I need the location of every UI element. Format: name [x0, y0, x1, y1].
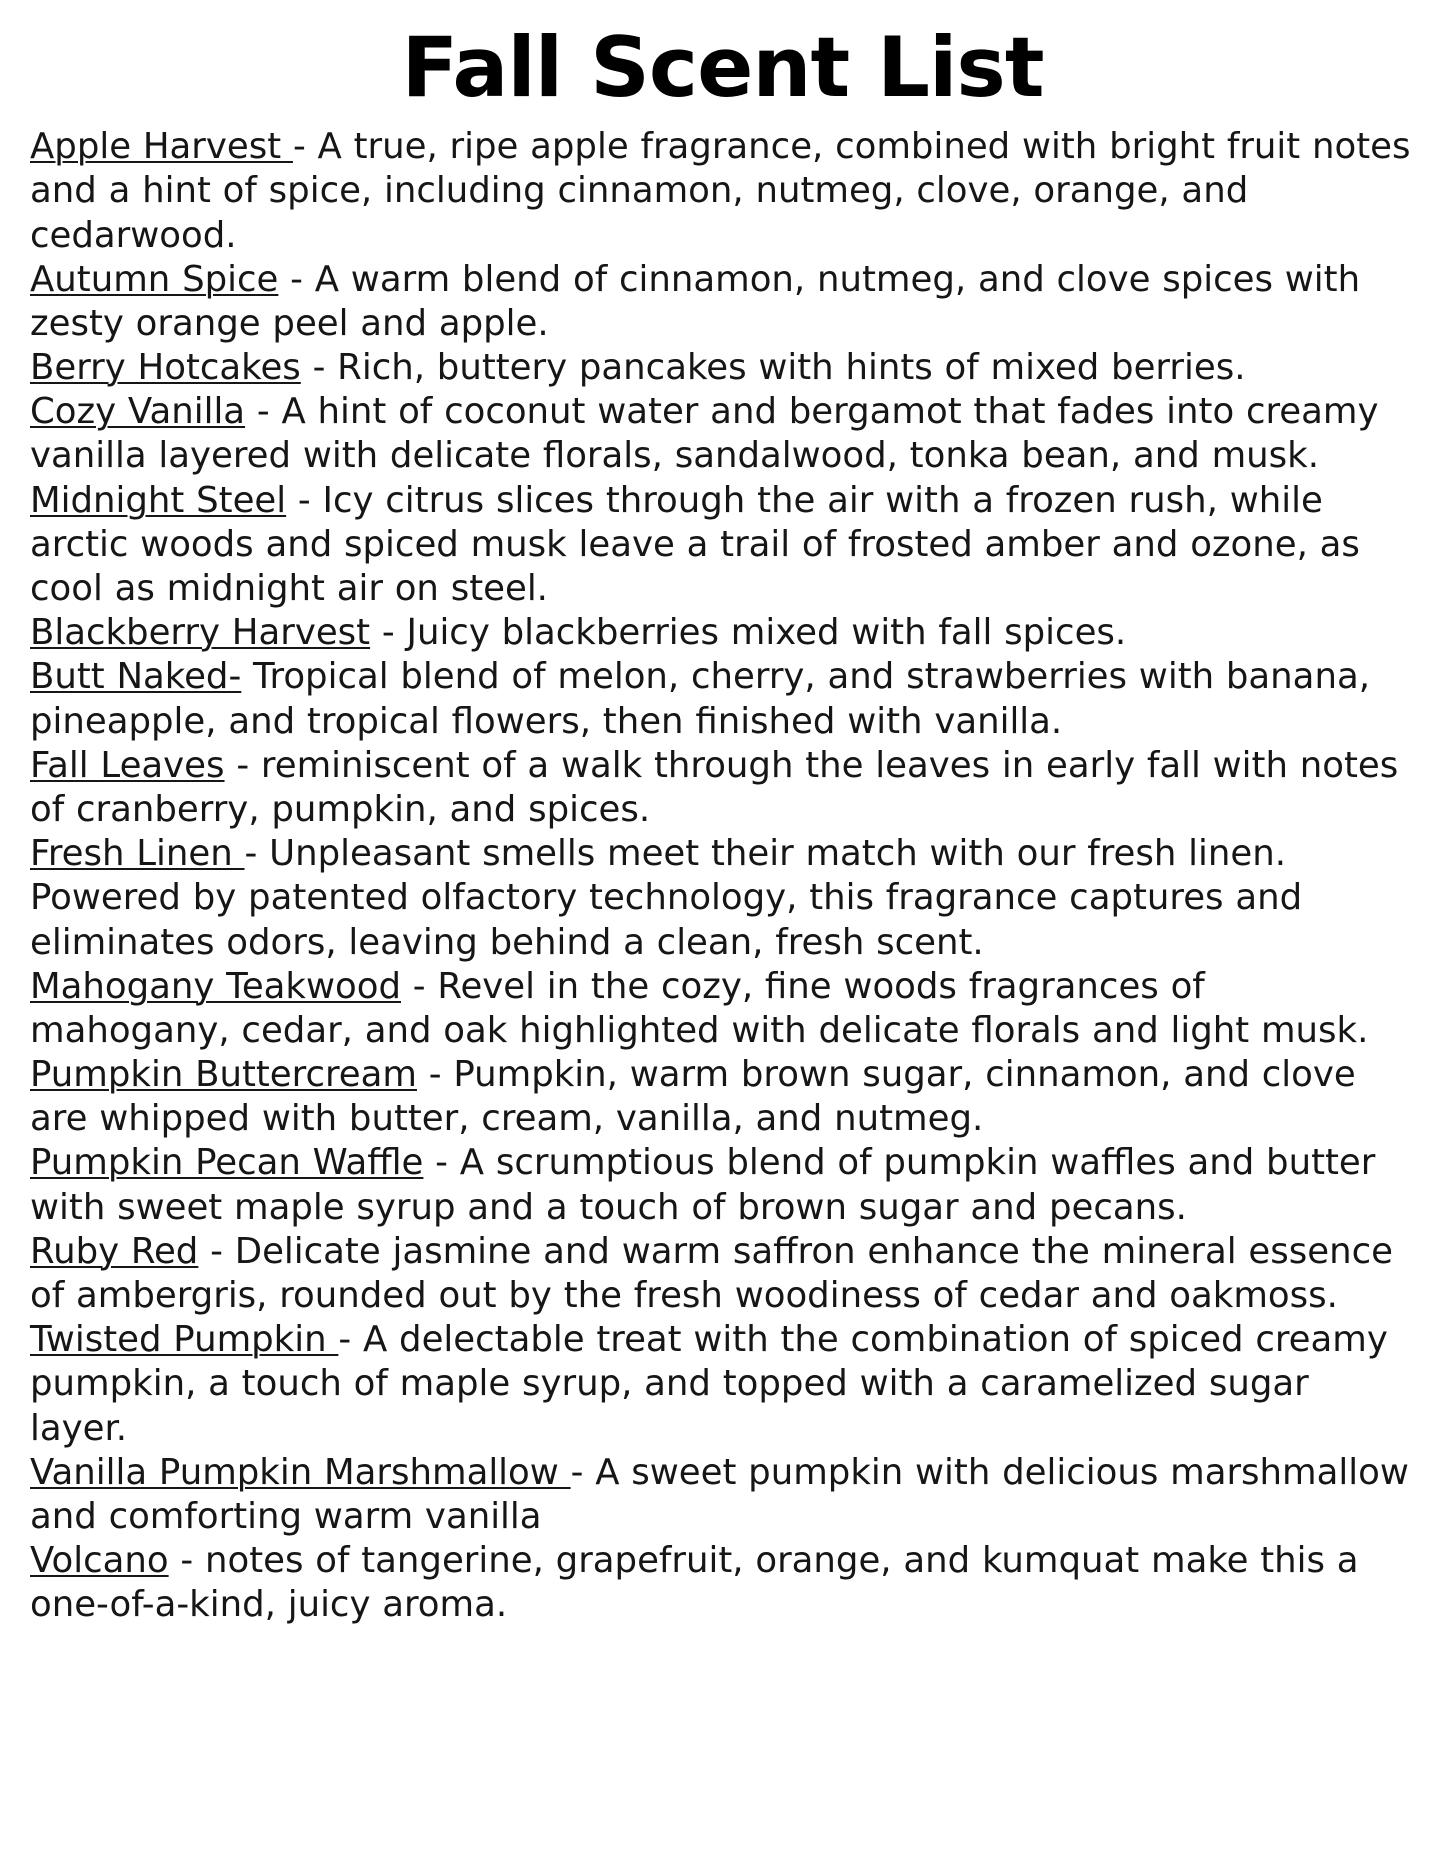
scent-description: - Rich, buttery pancakes with hints of mixed berries. — [300, 347, 1246, 389]
scent-description: - reminiscent of a walk through the leaves in early fall with notes of cranberry, pumpkin, and spices. — [30, 744, 1399, 830]
scent-name: Fall Leaves — [30, 744, 225, 786]
scent-name: Blackberry Harvest — [30, 612, 371, 654]
scent-list — [30, 125, 1415, 1627]
scent-name: Volcano — [30, 1540, 169, 1582]
list-item — [30, 611, 1415, 655]
scent-name: Pumpkin Buttercream — [30, 1054, 417, 1096]
list-item — [30, 832, 1415, 965]
list-item — [30, 1230, 1415, 1318]
scent-name: Apple Harvest — [30, 126, 293, 168]
list-item — [30, 479, 1415, 612]
scent-description: - A delectable treat with the combination of spiced creamy pumpkin, a touch of maple syrup, and topped with a caramelized sugar layer. — [30, 1319, 1388, 1449]
scent-name: Vanilla Pumpkin Marshmallow — [30, 1451, 571, 1493]
page-title: Fall Scent List — [401, 19, 1044, 116]
scent-name: Autumn Spice — [30, 258, 279, 300]
scent-description: - Icy citrus slices through the air with a frozen rush, while arctic woods and spiced musk leave a trail of frosted amber and ozone, as cool as midnight air on steel. — [30, 479, 1360, 610]
list-item — [30, 1451, 1415, 1539]
scent-name: Mahogany Teakwood — [30, 965, 401, 1007]
list-item — [30, 346, 1415, 390]
list-item — [30, 390, 1415, 478]
scent-name: Cozy Vanilla — [30, 391, 246, 433]
scent-name: Ruby Red — [30, 1230, 199, 1272]
scent-description: - A true, ripe apple fragrance, combined with bright fruit notes and a hint of spice, including cinnamon, nutmeg, clove, orange, and cedarwood. — [30, 126, 1411, 256]
scent-name: Berry Hotcakes — [30, 347, 301, 389]
list-item — [30, 655, 1415, 743]
scent-name: Twisted Pumpkin — [30, 1319, 339, 1361]
list-item — [30, 258, 1415, 346]
scent-name: Pumpkin Pecan Waffle — [30, 1142, 424, 1184]
scent-name: Midnight Steel — [30, 479, 287, 521]
scent-description: Tropical blend of melon, cherry, and strawberries with banana, pineapple, and tropical flowers, then finished with vanilla. — [30, 656, 1370, 742]
scent-description: - Pumpkin, warm brown sugar, cinnamon, and clove are whipped with butter, cream, vanilla, and nutmeg. — [30, 1054, 1356, 1140]
scent-description: - notes of tangerine, grapefruit, orange, and kumquat make this a one-of-a-kind, juicy aroma. — [30, 1540, 1359, 1626]
list-item — [30, 744, 1415, 832]
scent-description: - Delicate jasmine and warm saffron enhance the mineral essence of ambergris, rounded out by the fresh woodiness of cedar and oakmoss. — [30, 1230, 1393, 1317]
scent-description: - A hint of coconut water and bergamot that fades into creamy vanilla layered with delicate florals, sandalwood, tonka bean, and musk. — [30, 391, 1379, 477]
list-item — [30, 1053, 1415, 1141]
scent-description: - Juicy blackberries mixed with fall spices. — [370, 612, 1127, 654]
scent-description: - A warm blend of cinnamon, nutmeg, and clove spices with zesty orange peel and apple. — [30, 258, 1361, 344]
scent-name: Fresh Linen — [30, 833, 245, 875]
scent-description: - A sweet pumpkin with delicious marshmallow and comforting warm vanilla — [30, 1451, 1409, 1537]
scent-name: Butt Naked- — [30, 656, 242, 698]
list-item — [30, 1318, 1415, 1451]
list-item — [30, 125, 1415, 258]
list-item — [30, 1539, 1415, 1627]
scent-description: - Unpleasant smells meet their match with our fresh linen. Powered by patented olfactory technology, this fragrance captures and eliminates odors, leaving behind a clean, fresh scent. — [30, 833, 1303, 963]
list-item — [30, 965, 1415, 1053]
list-item — [30, 1141, 1415, 1229]
scent-description: - A scrumptious blend of pumpkin waffles and butter with sweet maple syrup and a touch of brown sugar and pecans. — [30, 1142, 1376, 1228]
scent-description: - Revel in the cozy, fine woods fragrances of mahogany, cedar, and oak highlighted with delicate florals and light musk. — [30, 965, 1369, 1051]
